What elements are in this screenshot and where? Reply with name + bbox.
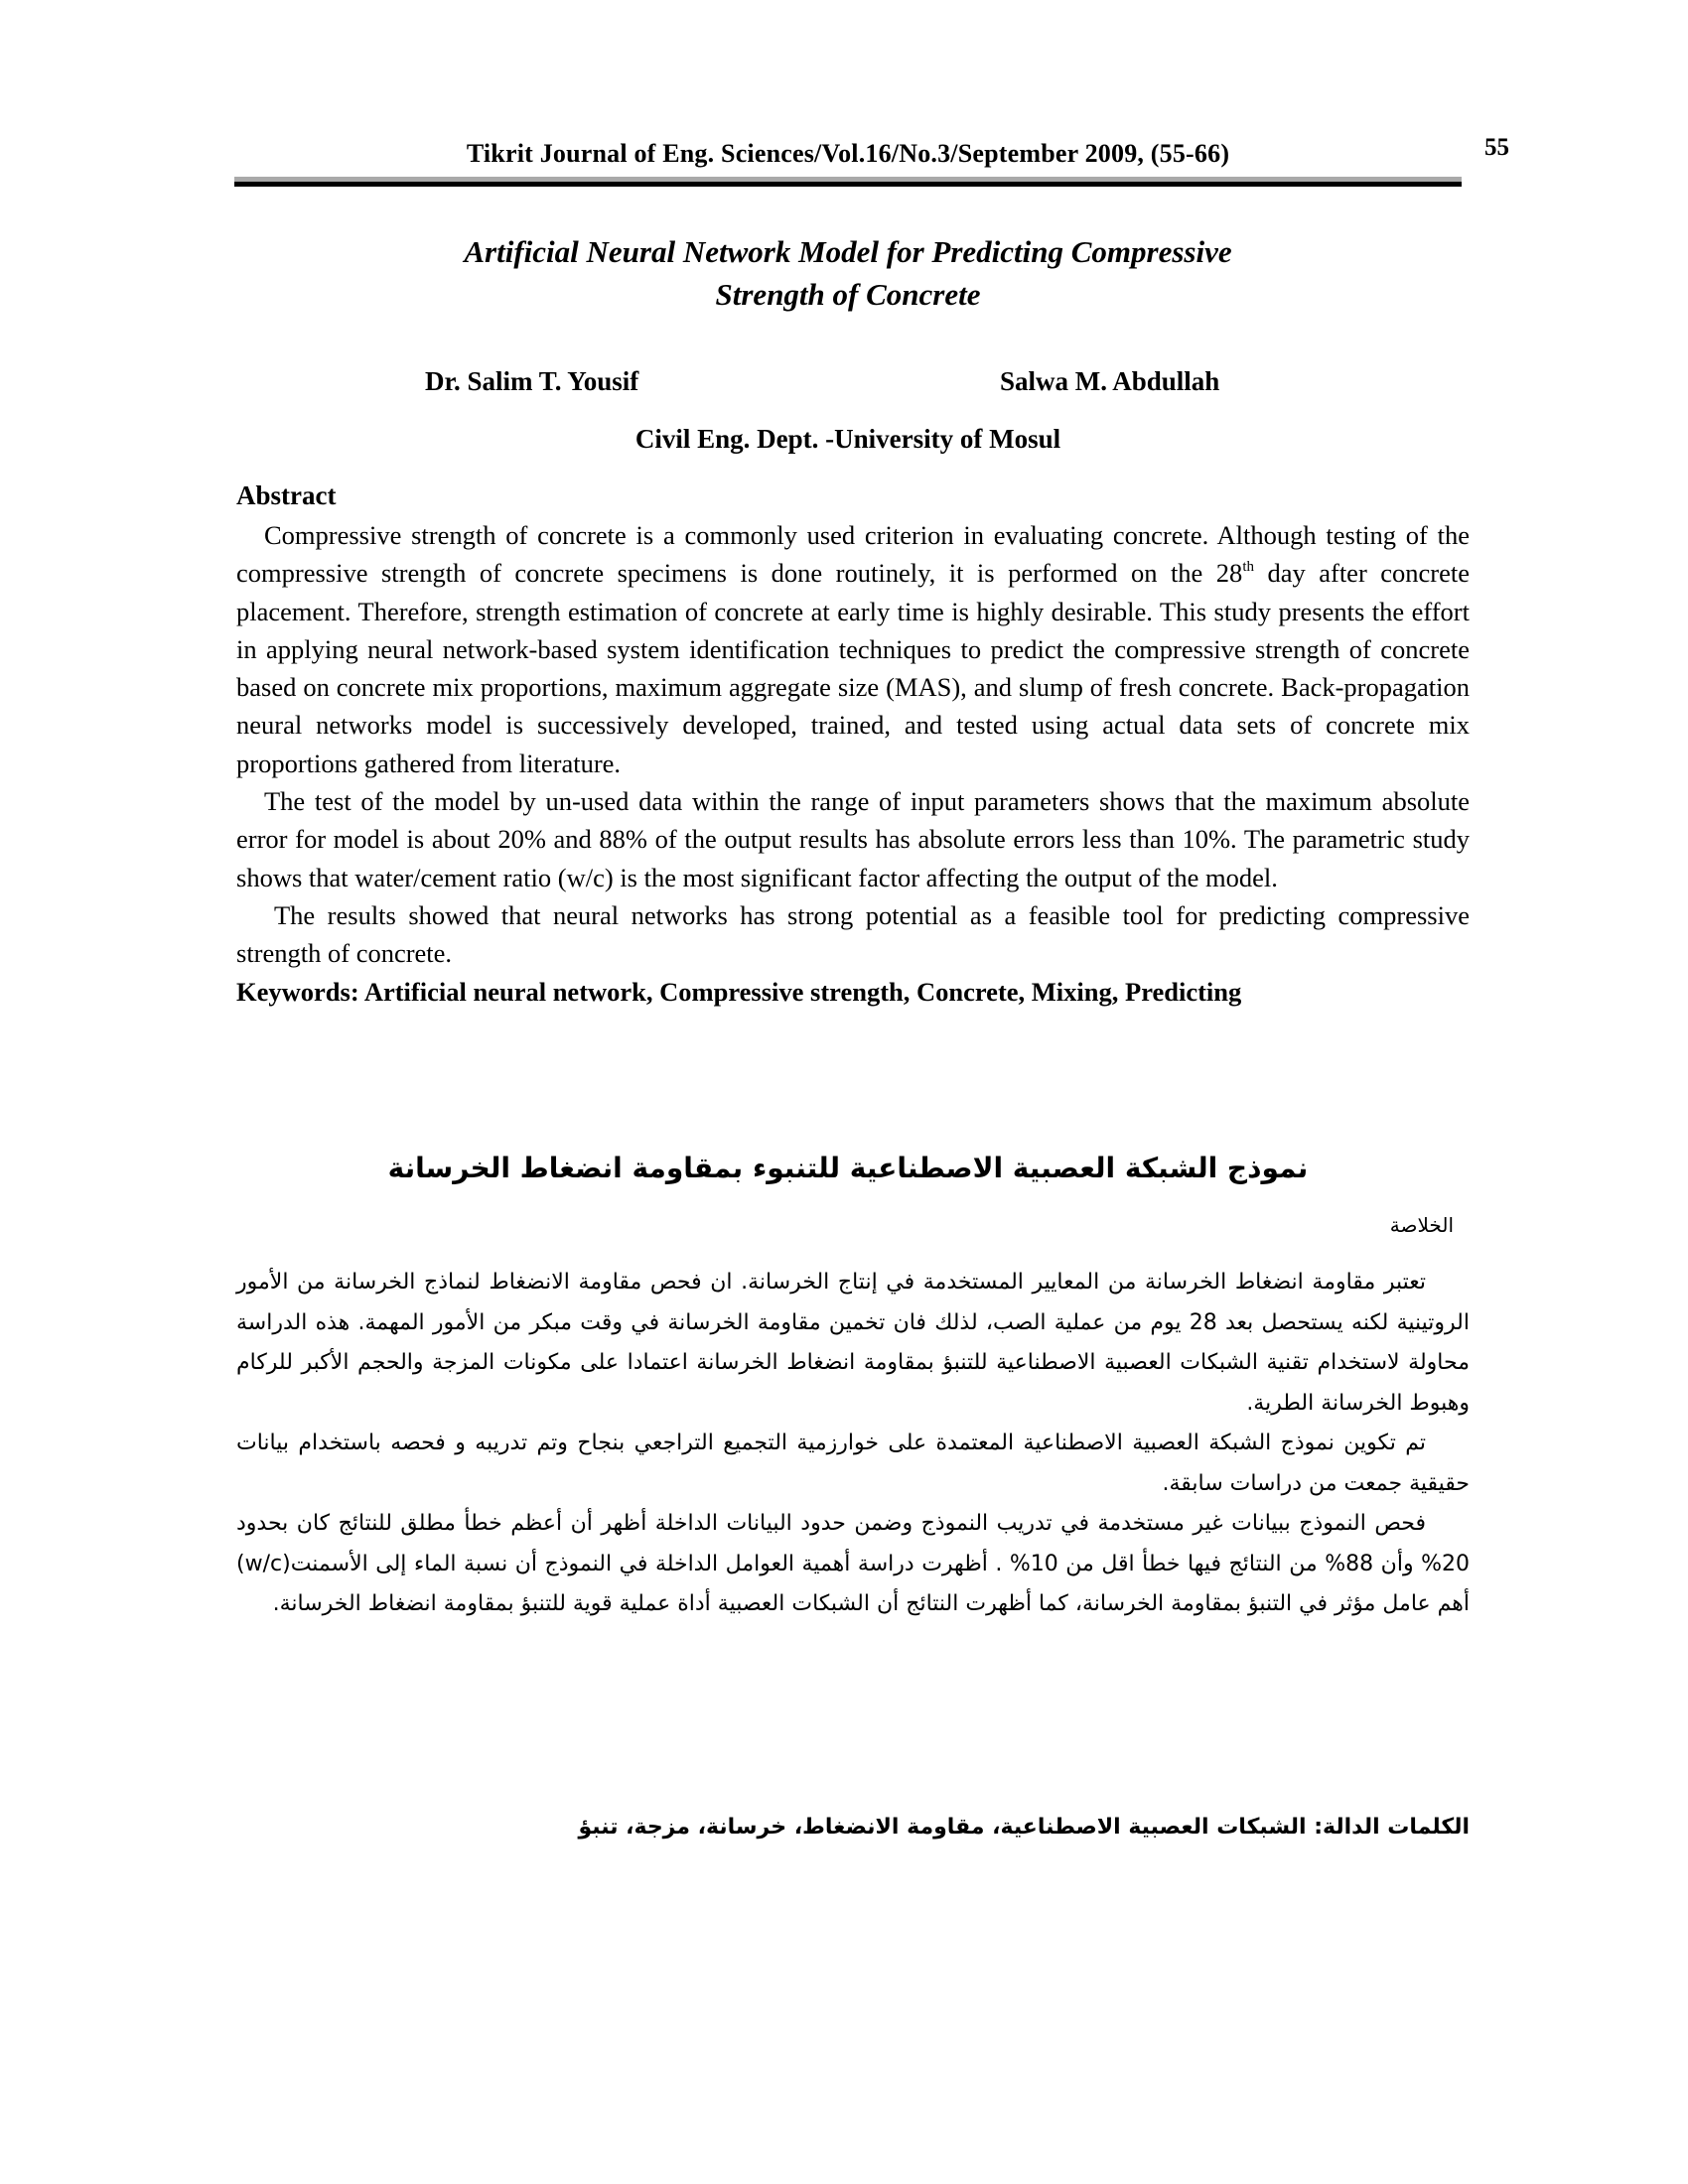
paper-title [234, 230, 1462, 316]
keywords-label: Keywords: [236, 976, 359, 1007]
abstract-paragraph-3: The results showed that neural networks has strong potential as a feasible tool for predicting compressive strength of concrete. [236, 899, 1470, 969]
author-1: Dr. Salim T. Yousif [425, 366, 639, 396]
superscript-th: th [1242, 559, 1254, 576]
arabic-abstract-heading: الخلاصة [1389, 1213, 1454, 1237]
affiliation: Civil Eng. Dept. -University of Mosul [634, 424, 1061, 454]
arabic-paragraph-1: تعتبر مقاومة انضغاط الخرسانة من المعايير المستخدمة في إنتاج الخرسانة. ان فحص مقاومة الانضغاط لنماذج الخرسانة من الأمور الروتينية لكنه يستحصل بعد 28 يوم من عملية الصب، لذلك فان تخمين مقاومة الخرسانة في وقت مبكر من الأمور المهمة. هذه الدراسة محاولة لاستخدام تقنية الشبكات العصبية الاصطناعية للتنبؤ بمقاومة انضغاط الخرسانة اعتمادا على مكونات المزجة والحجم الأكبر للركام وهبوط الخرسانة الطرية. [236, 1270, 1470, 1416]
abstract-body [236, 516, 1470, 1011]
title-line-2: Strength of Concrete [715, 277, 981, 312]
abstract-paragraph-1: Compressive strength of concrete is a commonly used criterion in evaluating concrete. Although testing of the compressive strength of concrete specimens is done routinely, it is performed on the 28th day after concrete placement. Therefore, strength estimation of concrete at early time is highly desirable. This study presents the effort in applying neural network-based system identification techniques to predict the compressive strength of concrete based on concrete mix proportions, maximum aggregate size (MAS), and slump of fresh concrete. Back-propagation neural networks model is successively developed, trained, and tested using actual data sets of concrete mix proportions gathered from literature. [236, 520, 1470, 778]
abstract-paragraph-2: The test of the model by un-used data within the range of input parameters shows that the maximum absolute error for model is about 20% and 88% of the output results has absolute errors less than 10%. The parametric study shows that water/cement ratio (w/c) is the most significant factor affecting the output of the model. [236, 786, 1470, 892]
abstract-heading: Abstract [236, 480, 337, 510]
arabic-title: نموذج الشبكة العصبية الاصطناعية للتنبوء بمقاومة انضغاط الخرسانة [387, 1152, 1309, 1184]
journal-header: Tikrit Journal of Eng. Sciences/Vol.16/No.3/September 2009, (55-66) [466, 139, 1230, 168]
page-number: 55 [1484, 134, 1509, 161]
arabic-paragraph-2: تم تكوين نموذج الشبكة العصبية الاصطناعية المعتمدة على خوارزمية التجميع التراجعي بنجاح وتم تدريبه و فحصه باستخدام بيانات حقيقية جمعت من دراسات سابقة. [236, 1431, 1470, 1496]
title-line-1: Artificial Neural Network Model for Predicting Compressive [464, 234, 1232, 269]
author-2: Salwa M. Abdullah [1000, 366, 1220, 396]
arabic-abstract-body [236, 1263, 1470, 1625]
keywords-list: Artificial neural network, Compressive strength, Concrete, Mixing, Predicting [358, 976, 1242, 1007]
arabic-keywords: الكلمات الدالة: الشبكات العصبية الاصطناعية، مقاومة الانضغاط، خرسانة، مزجة، تنبؤ [578, 1815, 1470, 1840]
keywords-line [236, 973, 1470, 1011]
arabic-paragraph-3: فحص النموذج ببيانات غير مستخدمة في تدريب النموذج وضمن حدود البيانات الداخلة أظهر أن أعظم خطأ مطلق للنتائج كان بحدود 20% وأن 88% من النتائج فيها خطأ اقل من 10% . أظهرت دراسة أهمية العوامل الداخلة في النموذج أن نسبة الماء إلى الأسمنت(w/c) أهم عامل مؤثر في التنبؤ بمقاومة الخرسانة، كما أظهرت النتائج أن الشبكات العصبية أداة عملية قوية للتنبؤ بمقاومة انضغاط الخرسانة. [236, 1511, 1470, 1616]
header-rule-dark [234, 182, 1462, 187]
